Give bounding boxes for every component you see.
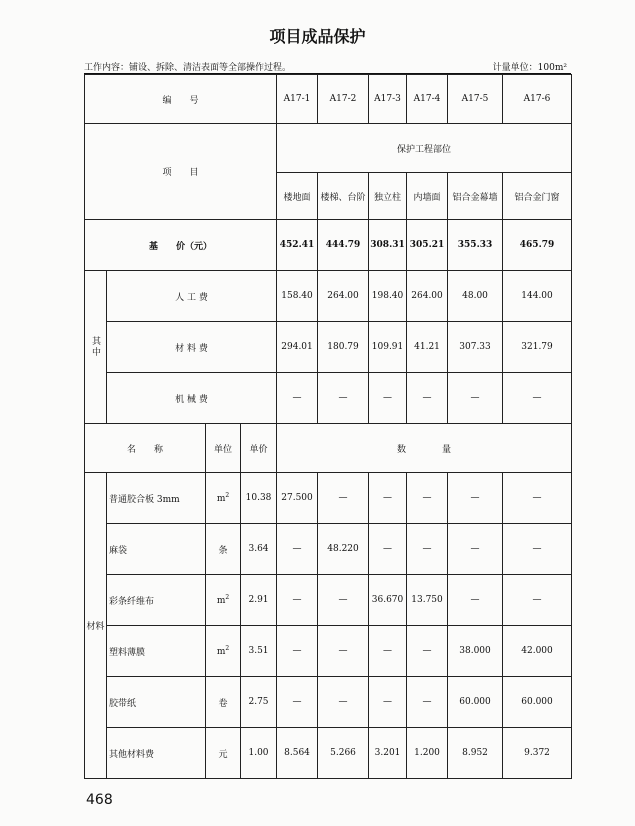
code-cell: A17-1 [277,75,318,124]
material-name: 彩条纤维布 [107,575,206,626]
material-qty: — [369,524,407,575]
material-qty: 60.000 [448,677,503,728]
material-qty: — [448,473,503,524]
material-qty: — [318,626,369,677]
cost-cell: 109.91 [369,322,407,373]
material-row [85,626,572,677]
cost-cell: 198.40 [369,271,407,322]
cost-cell: 307.33 [448,322,503,373]
base-price-label: 基 价（元） [85,220,277,271]
material-qty: — [407,524,448,575]
base-price-cell: 465.79 [503,220,572,271]
group-label: 保护工程部位 [277,124,572,173]
quota-table [84,74,572,779]
material-cost-row [85,322,572,373]
material-qty: 8.952 [448,728,503,779]
material-qty: — [369,473,407,524]
material-qty: — [277,524,318,575]
part-cell: 内墙面 [407,173,448,220]
material-price: 2.91 [241,575,277,626]
base-price-cell: 305.21 [407,220,448,271]
material-price-header: 单价 [241,424,277,473]
material-qty: 38.000 [448,626,503,677]
code-cell: A17-6 [503,75,572,124]
material-qty: 36.670 [369,575,407,626]
materials-label: 材料 [85,473,107,779]
material-name-header: 名 称 [85,424,206,473]
quantity-header: 数 量 [277,424,572,473]
material-qty: 27.500 [277,473,318,524]
cost-cell: 41.21 [407,322,448,373]
material-name: 普通胶合板 3mm [107,473,206,524]
code-cell: A17-3 [369,75,407,124]
cost-cell: — [503,373,572,424]
code-label: 编 号 [85,75,277,124]
material-qty: — [503,575,572,626]
code-row [85,75,572,124]
material-qty: — [277,575,318,626]
part-cell: 铝合金幕墙 [448,173,503,220]
material-qty: — [503,473,572,524]
material-unit-header: 单位 [206,424,241,473]
of-which-label: 其中 [85,271,107,424]
material-qty: — [448,524,503,575]
base-price-row [85,220,572,271]
material-qty: 48.220 [318,524,369,575]
material-qty: 9.372 [503,728,572,779]
material-qty: — [277,677,318,728]
material-qty: — [503,524,572,575]
material-qty: — [277,626,318,677]
cost-cell: 48.00 [448,271,503,322]
group-row [85,124,572,173]
item-label: 项 目 [85,124,277,220]
part-cell: 独立柱 [369,173,407,220]
material-name: 其他材料费 [107,728,206,779]
material-price: 3.51 [241,626,277,677]
material-price: 3.64 [241,524,277,575]
cost-cell: 264.00 [407,271,448,322]
material-name: 塑料薄膜 [107,626,206,677]
cost-cell: 264.00 [318,271,369,322]
part-cell: 楼梯、台阶 [318,173,369,220]
base-price-cell: 444.79 [318,220,369,271]
cost-cell: — [369,373,407,424]
material-qty: 5.266 [318,728,369,779]
unit-label: 计量单位：100m² [492,63,567,73]
cost-cell: 158.40 [277,271,318,322]
code-cell: A17-4 [407,75,448,124]
material-qty: — [369,677,407,728]
material-qty: 3.201 [369,728,407,779]
material-qty: 8.564 [277,728,318,779]
material-row [85,473,572,524]
material-unit: $m^2$ [206,473,241,524]
material-name: 麻袋 [107,524,206,575]
cost-cell: 321.79 [503,322,572,373]
cost-cell: 180.79 [318,322,369,373]
page-number: 468 [86,792,113,808]
part-cell: 楼地面 [277,173,318,220]
material-price: 2.75 [241,677,277,728]
material-qty: — [407,626,448,677]
material-qty: — [448,575,503,626]
material-price: 1.00 [241,728,277,779]
cost-cell: — [277,373,318,424]
cost-cell: 144.00 [503,271,572,322]
material-qty: 42.000 [503,626,572,677]
work-content: 工作内容：铺设、拆除、清洁表面等全部操作过程。 [84,63,292,73]
material-qty: 1.200 [407,728,448,779]
code-cell: A17-2 [318,75,369,124]
machine-cost-row [85,373,572,424]
material-qty: — [407,473,448,524]
material-row [85,575,572,626]
material-row [85,524,572,575]
cost-label: 机 械 费 [107,373,277,424]
material-unit: 条 [206,524,241,575]
material-qty: 13.750 [407,575,448,626]
part-cell: 铝合金门窗 [503,173,572,220]
material-price: 10.38 [241,473,277,524]
material-unit: $m^2$ [206,626,241,677]
code-cell: A17-5 [448,75,503,124]
material-unit: 卷 [206,677,241,728]
material-qty: — [318,575,369,626]
material-qty: 60.000 [503,677,572,728]
material-qty: — [318,473,369,524]
base-price-cell: 355.33 [448,220,503,271]
material-qty: — [407,677,448,728]
material-head-row [85,424,572,473]
material-name: 胶带纸 [107,677,206,728]
cost-cell: — [448,373,503,424]
cost-cell: — [318,373,369,424]
cost-cell: — [407,373,448,424]
cost-cell: 294.01 [277,322,318,373]
labor-cost-row [85,271,572,322]
material-qty: — [369,626,407,677]
page-title: 项目成品保护 [269,27,366,46]
cost-label: 人 工 费 [107,271,277,322]
material-row [85,677,572,728]
material-row [85,728,572,779]
material-unit: 元 [206,728,241,779]
material-unit: $m^2$ [206,575,241,626]
material-qty: — [318,677,369,728]
cost-label: 材 料 费 [107,322,277,373]
base-price-cell: 452.41 [277,220,318,271]
base-price-cell: 308.31 [369,220,407,271]
